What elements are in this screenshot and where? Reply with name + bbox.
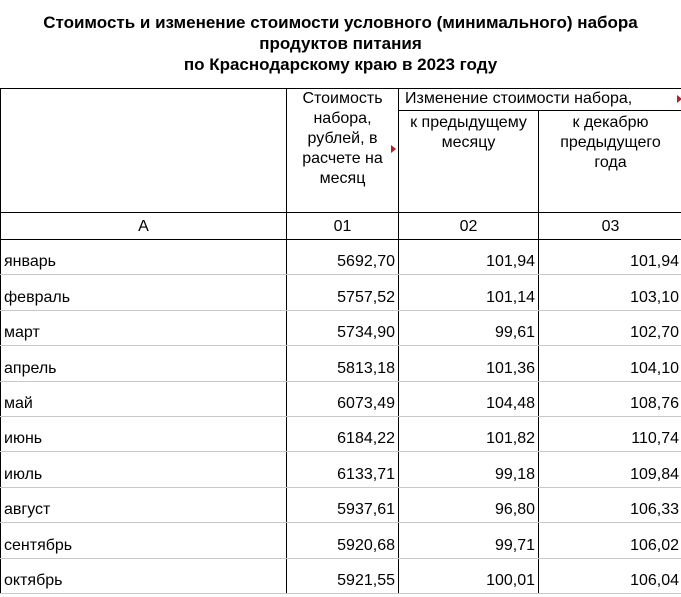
table-row bbox=[1, 416, 681, 451]
title-line-2: продуктов питания bbox=[259, 34, 422, 53]
prev-dec-cell: 109,84 bbox=[539, 452, 681, 487]
table-row bbox=[1, 452, 681, 487]
prev-month-cell: 96,80 bbox=[399, 487, 539, 522]
title-line-3: по Краснодарскому краю в 2023 году bbox=[183, 55, 498, 74]
prev-month-cell: 100,01 bbox=[399, 558, 539, 593]
prev-month-cell: 99,71 bbox=[399, 523, 539, 558]
month-cell: апрель bbox=[1, 346, 287, 381]
prev-month-cell: 101,94 bbox=[399, 240, 539, 275]
title-line-1: Стоимость и изменение стоимости условного (минимального) набора bbox=[43, 13, 638, 32]
prev-dec-cell: 102,70 bbox=[539, 310, 681, 345]
month-cell: февраль bbox=[1, 275, 287, 310]
prev-month-cell: 101,36 bbox=[399, 346, 539, 381]
table-row bbox=[1, 346, 681, 381]
comment-marker-icon bbox=[391, 145, 396, 153]
table-row bbox=[1, 523, 681, 558]
cost-cell: 5734,90 bbox=[287, 310, 399, 345]
cost-cell: 6073,49 bbox=[287, 381, 399, 416]
code-a: А bbox=[1, 213, 287, 240]
table-row bbox=[1, 381, 681, 416]
month-cell: сентябрь bbox=[1, 523, 287, 558]
table-title bbox=[0, 0, 681, 88]
prev-month-cell: 101,14 bbox=[399, 275, 539, 310]
prev-dec-cell: 103,10 bbox=[539, 275, 681, 310]
month-cell: август bbox=[1, 487, 287, 522]
cost-cell: 5692,70 bbox=[287, 240, 399, 275]
cost-cell: 5757,52 bbox=[287, 275, 399, 310]
table-row bbox=[1, 240, 681, 275]
prev-month-cell: 99,61 bbox=[399, 310, 539, 345]
cost-cell: 5813,18 bbox=[287, 346, 399, 381]
code-02: 02 bbox=[399, 213, 539, 240]
cost-table bbox=[0, 88, 681, 594]
comment-marker-icon bbox=[677, 95, 681, 103]
month-cell: январь bbox=[1, 240, 287, 275]
table-row bbox=[1, 487, 681, 522]
header-change-cell bbox=[399, 89, 681, 111]
prev-dec-cell: 101,94 bbox=[539, 240, 681, 275]
code-03: 03 bbox=[539, 213, 681, 240]
prev-dec-cell: 106,04 bbox=[539, 558, 681, 593]
prev-month-cell: 99,18 bbox=[399, 452, 539, 487]
prev-dec-cell: 106,33 bbox=[539, 487, 681, 522]
cost-cell: 6184,22 bbox=[287, 416, 399, 451]
prev-month-cell: 104,48 bbox=[399, 381, 539, 416]
month-cell: июль bbox=[1, 452, 287, 487]
header-prev-dec-label: к декабрю предыдущего года bbox=[560, 114, 661, 171]
prev-dec-cell: 110,74 bbox=[539, 416, 681, 451]
header-empty-cell bbox=[1, 89, 287, 213]
header-change-label: Изменение стоимости набора, bbox=[405, 90, 633, 107]
table-row bbox=[1, 275, 681, 310]
prev-dec-cell: 106,02 bbox=[539, 523, 681, 558]
header-prev-dec-cell bbox=[539, 111, 681, 213]
month-cell: октябрь bbox=[1, 558, 287, 593]
cost-cell: 5921,55 bbox=[287, 558, 399, 593]
cost-cell: 6133,71 bbox=[287, 452, 399, 487]
prev-dec-cell: 104,10 bbox=[539, 346, 681, 381]
header-cost-cell bbox=[287, 89, 399, 213]
prev-month-cell: 101,82 bbox=[399, 416, 539, 451]
header-prev-month-label: к предыдущему месяцу bbox=[410, 114, 527, 151]
cost-cell: 5937,61 bbox=[287, 487, 399, 522]
header-prev-month-cell bbox=[399, 111, 539, 213]
table-row bbox=[1, 558, 681, 593]
month-cell: май bbox=[1, 381, 287, 416]
table-row bbox=[1, 310, 681, 345]
header-cost-label: Стоимость набора, рублей, в расчете на месяц bbox=[302, 90, 383, 187]
month-cell: март bbox=[1, 310, 287, 345]
month-cell: июнь bbox=[1, 416, 287, 451]
code-01: 01 bbox=[287, 213, 399, 240]
cost-cell: 5920,68 bbox=[287, 523, 399, 558]
prev-dec-cell: 108,76 bbox=[539, 381, 681, 416]
